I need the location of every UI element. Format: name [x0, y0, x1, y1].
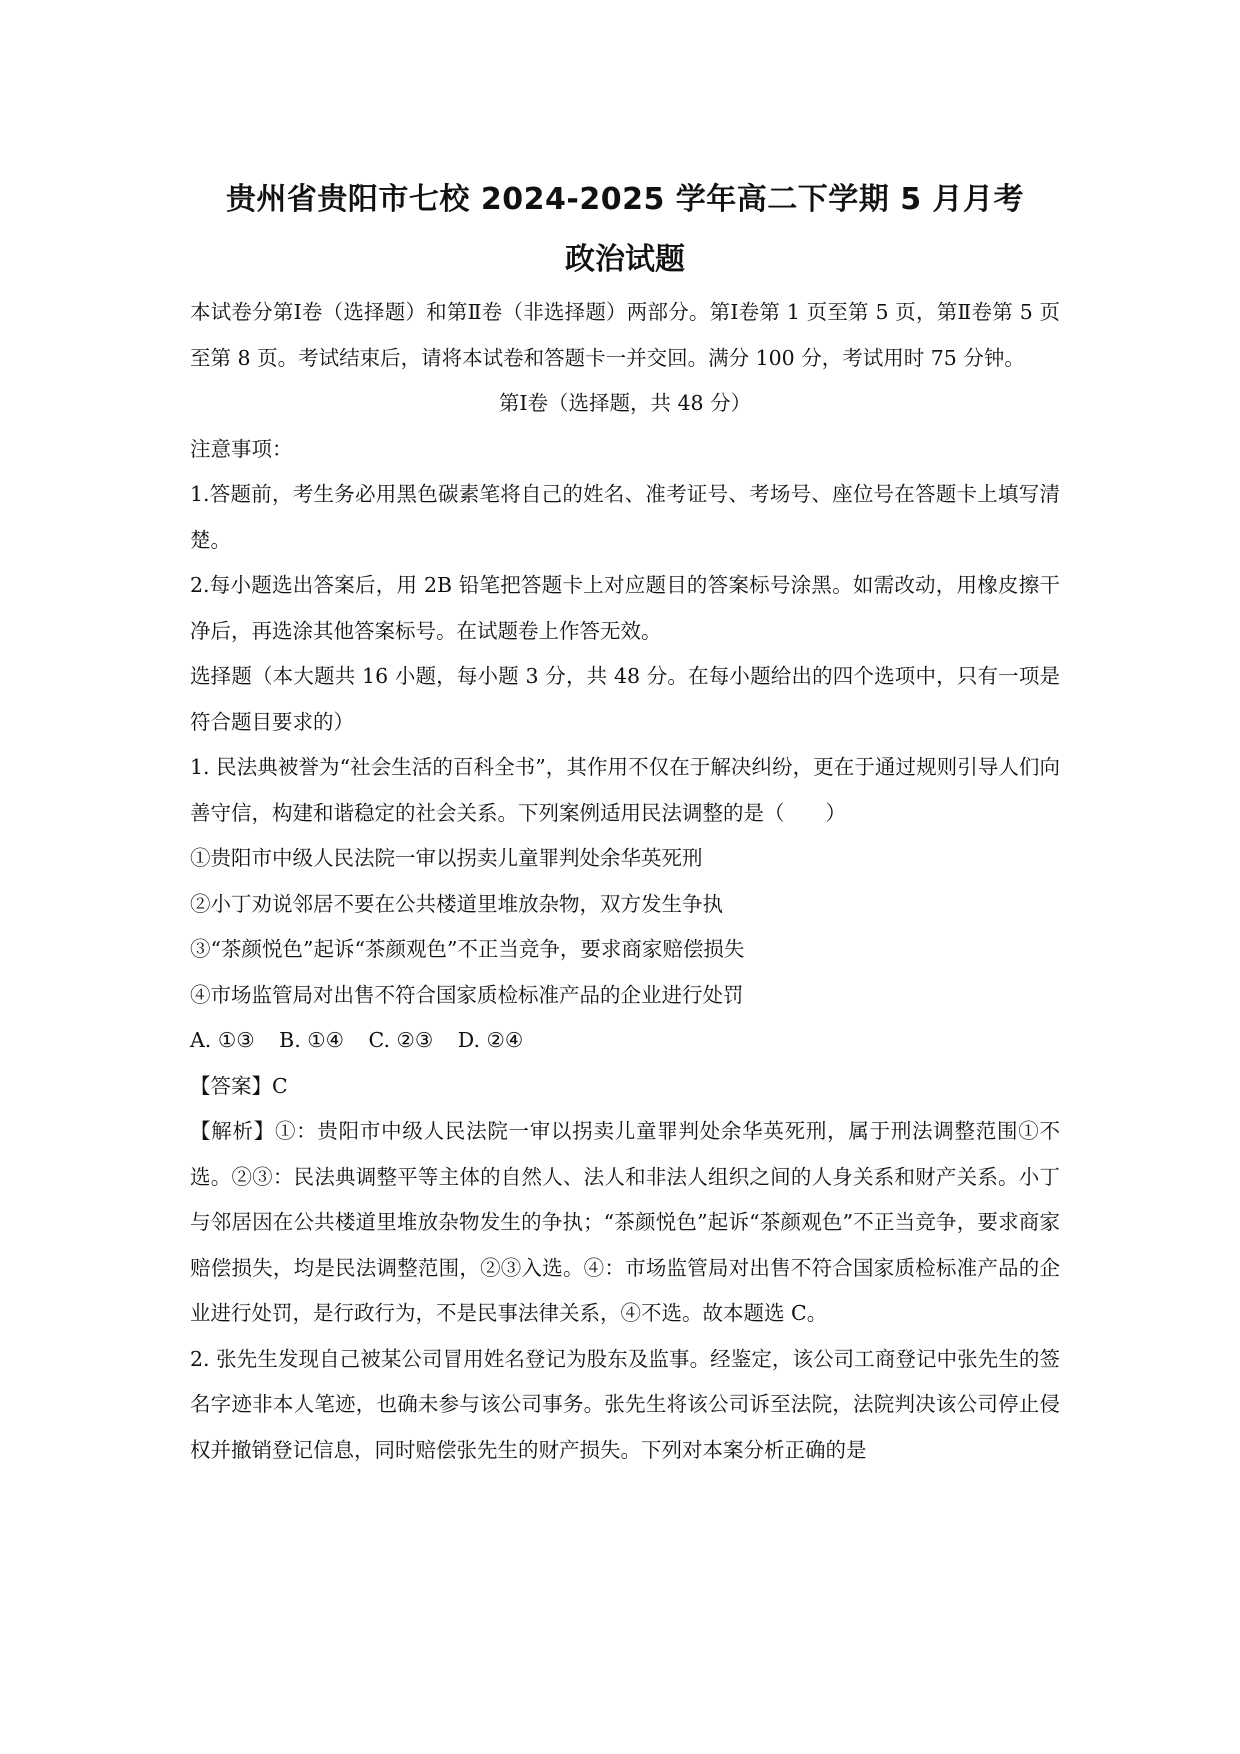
question-1-statement: ③“茶颜悦色”起诉“茶颜观色”不正当竞争，要求商家赔偿损失 [190, 937, 745, 961]
exam-page [190, 170, 1060, 1473]
exam-title: 贵州省贵阳市七校 2024-2025 学年高二下学期 5 月月考 [225, 182, 1025, 217]
question-1-statement: ①贵阳市中级人民法院一审以拐卖儿童罪判处余华英死刑 [190, 846, 703, 870]
choice-section-intro: 选择题（本大题共 16 小题，每小题 3 分，共 48 分。在每小题给出的四个选项中，只有一项是符合题目要求的） [190, 664, 1060, 734]
exam-subtitle: 政治试题 [565, 242, 685, 277]
option-a: A. ①③ [190, 1028, 255, 1052]
question-1-statement: ④市场监管局对出售不符合国家质检标准产品的企业进行处罚 [190, 982, 744, 1007]
notice-heading: 注意事项： [190, 436, 293, 461]
option-c: C. ②③ [368, 1028, 434, 1052]
option-b: B. ①④ [279, 1028, 344, 1052]
question-1-stem: 1. 民法典被誉为“社会生活的百科全书”，其作用不仅在于解决纠纷，更在于通过规则引导人们向善守信，构建和谐稳定的社会关系。下列案例适用民法调整的是（ ） [190, 755, 1060, 825]
option-d: D. ②④ [457, 1028, 524, 1052]
question-1 [190, 745, 1060, 1337]
notice-item-1: 1.答题前，考生务必用黑色碳素笔将自己的姓名、准考证号、考场号、座位号在答题卡上填写清楚。 [190, 482, 1060, 552]
question-2 [190, 1337, 1060, 1474]
question-1-analysis: 【解析】①：贵阳市中级人民法院一审以拐卖儿童罪判处余华英死刑，属于刑法调整范围①不选。②③：民法典调整平等主体的自然人、法人和非法人组织之间的人身关系和财产关系。小丁与邻居因在公共楼道里堆放杂物发生的争执；“茶颜悦色”起诉“茶颜观色”不正当竞争，要求商家赔偿损失，均是民法调整范围，②③入选。④：市场监管局对出售不符合国家质检标准产品的企业进行处罚，是行政行为，不是民事法律关系，④不选。故本题选 C。 [190, 1119, 1060, 1325]
question-1-options [190, 1018, 1060, 1064]
section-title: 第Ⅰ卷（选择题，共 48 分） [498, 391, 752, 415]
exam-intro: 本试卷分第Ⅰ卷（选择题）和第Ⅱ卷（非选择题）两部分。第Ⅰ卷第 1 页至第 5 页，第Ⅱ卷第 5 页至第 8 页。考试结束后，请将本试卷和答题卡一并交回。满分 100 分，考试用时 75 分钟。 [190, 300, 1060, 370]
question-1-statement: ②小丁劝说邻居不要在公共楼道里堆放杂物，双方发生争执 [190, 891, 723, 916]
question-2-stem: 2. 张先生发现自己被某公司冒用姓名登记为股东及监事。经鉴定，该公司工商登记中张先生的签名字迹非本人笔迹，也确未参与该公司事务。张先生将该公司诉至法院，法院判决该公司停止侵权并撤销登记信息，同时赔偿张先生的财产损失。下列对本案分析正确的是 [190, 1346, 1060, 1462]
question-1-answer: 【答案】C [190, 1073, 288, 1098]
notice-item-2: 2.每小题选出答案后，用 2B 铅笔把答题卡上对应题目的答案标号涂黑。如需改动，用橡皮擦干净后，再选涂其他答案标号。在试题卷上作答无效。 [190, 573, 1060, 643]
